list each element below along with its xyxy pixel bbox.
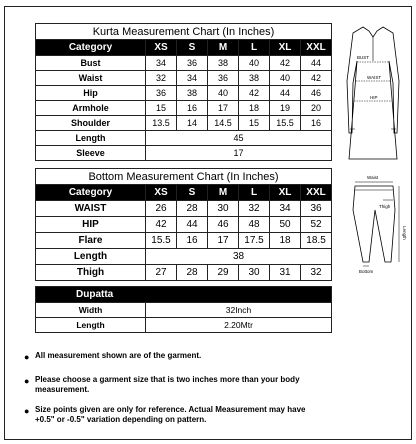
cell-value: 40: [208, 86, 239, 101]
cell-value: 32: [146, 71, 177, 86]
row-label: WAIST: [36, 201, 146, 217]
cell-value: 18: [270, 233, 301, 249]
row-label: Flare: [36, 233, 146, 249]
header-xs: XS: [146, 40, 177, 56]
header-xl: XL: [270, 40, 301, 56]
table-row: [36, 56, 332, 71]
bottom-illustration: [345, 170, 407, 280]
header-l: L: [239, 185, 270, 201]
row-label: Hip: [36, 86, 146, 101]
table-row: [36, 116, 332, 131]
cell-value: 52: [301, 217, 332, 233]
note-text: Please choose a garment size that is two inches more than your body measurement.: [35, 375, 300, 394]
cell-value: 20: [301, 101, 332, 116]
cell-value: 46: [301, 86, 332, 101]
table-row: [36, 217, 332, 233]
cell-value: 16: [301, 116, 332, 131]
cell-value: 44: [270, 86, 301, 101]
table-row: [36, 265, 332, 281]
header-m: M: [208, 40, 239, 56]
cell-value: 42: [146, 217, 177, 233]
note-text: All measurement shown are of the garment.: [35, 351, 202, 360]
cell-value: 34: [146, 56, 177, 71]
cell-value: 28: [177, 201, 208, 217]
thigh-figure-label: Thigh: [379, 204, 391, 209]
cell-value: 36: [208, 71, 239, 86]
header-xl: XL: [270, 185, 301, 201]
cell-value-merged: 45: [146, 131, 332, 146]
cell-value: 17: [208, 101, 239, 116]
table-row: [36, 131, 332, 146]
cell-value: 42: [270, 56, 301, 71]
kurta-illustration: [339, 21, 407, 169]
length-figure-label: Length: [402, 226, 407, 240]
note-item: [24, 405, 327, 425]
dupatta-measurement-table: [35, 286, 332, 333]
bullet-icon: ●: [24, 376, 30, 386]
cell-value-merged: 17: [146, 146, 332, 161]
table-row: [36, 101, 332, 116]
bullet-icon: ●: [24, 352, 30, 362]
kurta-measurement-table: [35, 23, 332, 161]
cell-value: 42: [301, 71, 332, 86]
cell-value: 18: [239, 101, 270, 116]
waist-figure-label: Waist: [367, 175, 379, 180]
kurta-table-title: Kurta Measurement Chart (In Inches): [36, 24, 332, 40]
cell-value: 32Inch: [146, 303, 332, 318]
row-label: HIP: [36, 217, 146, 233]
cell-value: 32: [239, 201, 270, 217]
note-text: Size points given are only for reference. Actual Measurement may have +0.5" or -0.5" variation depending on pattern.: [35, 405, 306, 424]
cell-value: 29: [208, 265, 239, 281]
cell-value: 16: [177, 233, 208, 249]
cell-value: 15: [146, 101, 177, 116]
header-category: Category: [36, 40, 146, 56]
cell-value: 30: [239, 265, 270, 281]
dupatta-header-row: [36, 287, 332, 303]
cell-value: 38: [239, 71, 270, 86]
note-item: [24, 375, 327, 395]
table-row: [36, 249, 332, 265]
cell-value: 14: [177, 116, 208, 131]
bullet-icon: ●: [24, 406, 30, 416]
cell-value: 38: [177, 86, 208, 101]
dupatta-title: Dupatta: [36, 287, 332, 303]
cell-value: 30: [208, 201, 239, 217]
bottom-header-row: [36, 185, 332, 201]
header-xxl: XXL: [301, 40, 332, 56]
cell-value: 18.5: [301, 233, 332, 249]
header-category: Category: [36, 185, 146, 201]
cell-value: 44: [301, 56, 332, 71]
row-label: Shoulder: [36, 116, 146, 131]
header-s: S: [177, 40, 208, 56]
cell-value: 2.20Mtr: [146, 318, 332, 333]
row-label: Length: [36, 131, 146, 146]
table-row: [36, 233, 332, 249]
cell-value: 19: [270, 101, 301, 116]
cell-value: 15.5: [270, 116, 301, 131]
cell-value: 28: [177, 265, 208, 281]
cell-value: 31: [270, 265, 301, 281]
cell-value: 32: [301, 265, 332, 281]
cell-value: 15.5: [146, 233, 177, 249]
size-chart-page: [4, 6, 412, 440]
cell-value: 17: [208, 233, 239, 249]
cell-value: 38: [208, 56, 239, 71]
cell-value: 15: [239, 116, 270, 131]
row-label: Length: [36, 318, 146, 333]
cell-value: 44: [177, 217, 208, 233]
table-row: [36, 86, 332, 101]
table-row: [36, 303, 332, 318]
cell-value: 13.5: [146, 116, 177, 131]
table-row: [36, 318, 332, 333]
cell-value: 26: [146, 201, 177, 217]
header-xxl: XXL: [301, 185, 332, 201]
cell-value: 36: [177, 56, 208, 71]
row-label: Thigh: [36, 265, 146, 281]
header-s: S: [177, 185, 208, 201]
cell-value: 27: [146, 265, 177, 281]
row-label: Width: [36, 303, 146, 318]
bottom-measurement-table: [35, 168, 332, 281]
cell-value: 50: [270, 217, 301, 233]
cell-value: 42: [239, 86, 270, 101]
cell-value: 34: [270, 201, 301, 217]
cell-value: 14.5: [208, 116, 239, 131]
cell-value: 40: [270, 71, 301, 86]
cell-value: 16: [177, 101, 208, 116]
kurta-header-row: [36, 40, 332, 56]
hip-label: HIP: [370, 95, 378, 100]
header-l: L: [239, 40, 270, 56]
cell-value: 36: [301, 201, 332, 217]
cell-value: 17.5: [239, 233, 270, 249]
bust-label: BUST: [357, 55, 370, 60]
bottom-table-title: Bottom Measurement Chart (In Inches): [36, 169, 332, 185]
cell-value-merged: 38: [146, 249, 332, 265]
table-row: [36, 146, 332, 161]
row-label: Waist: [36, 71, 146, 86]
cell-value: 48: [239, 217, 270, 233]
row-label: Bust: [36, 56, 146, 71]
waist-label: WAIST: [367, 75, 382, 80]
cell-value: 34: [177, 71, 208, 86]
cell-value: 36: [146, 86, 177, 101]
table-row: [36, 201, 332, 217]
row-label: Length: [36, 249, 146, 265]
note-item: [24, 351, 327, 362]
header-m: M: [208, 185, 239, 201]
cell-value: 46: [208, 217, 239, 233]
cell-value: 40: [239, 56, 270, 71]
bottom-figure-label: Bottom: [359, 269, 374, 274]
table-row: [36, 71, 332, 86]
row-label: Sleeve: [36, 146, 146, 161]
row-label: Armhole: [36, 101, 146, 116]
header-xs: XS: [146, 185, 177, 201]
